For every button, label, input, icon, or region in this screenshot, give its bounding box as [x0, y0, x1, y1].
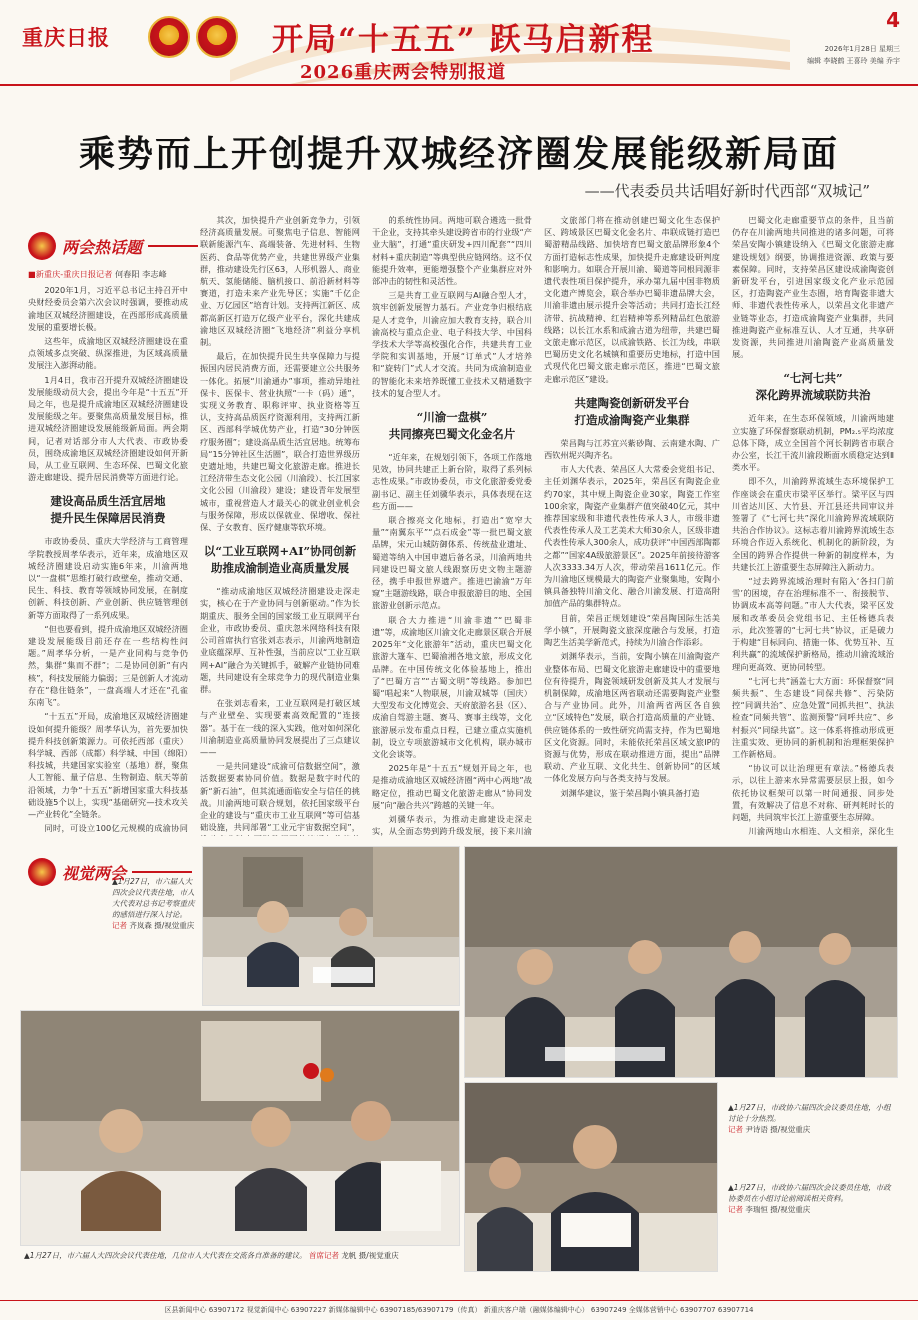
caption-credit	[728, 1204, 898, 1215]
paragraph: 三是共育工业互联网与AI融合型人才，筑牢创新发展智力基石。产业竞争归根结底是人才竞争，川渝应加大教育支持，联合川渝高校与重点企业、电子科技大学、中国科学技术大学等高校强化合作，共建共育工业学院和实训基地，开展“订单式”人才培养和“旋转门”式人才交流。共同为成渝制造业的智能化未来培养既懂工业技术又精通数字技术的复合型人才。	[372, 290, 532, 398]
paragraph: “协议可以让治理更有章法。”杨德兵表示，以往上游来水异常需要层层上报，如今依托协议框架可以第一时间通报、同步处置，有效解决了信息不对称、研判耗时长的问题，共同筑牢长江上游重要生态屏障。	[732, 763, 894, 822]
paragraph: 2020年1月，习近平总书记主持召开中央财经委员会第六次会议时强调，要推动成渝地区双城经济圈建设，在西部形成高质量发展的重要增长极。	[28, 285, 188, 332]
photo-group-discussion-image	[465, 847, 898, 1078]
editors-line: 编辑 李晓鹤 王喜玲 美编 乔宇	[807, 57, 900, 65]
section-rule	[148, 245, 198, 247]
article-column-5	[732, 214, 894, 836]
paragraph: 即不久，川渝跨界流域生态环境保护工作座谈会在重庆市梁平区举行。梁平区与四川省达川区、大竹县、开江县还共同审议并签署了《“七河七共”深化川渝跨界流域联防共治合作协议》。这标志着川渝跨界流域生态环境合作迈入系统化、机制化的新阶段，为全国的跨界合作提供一种新的制度样本，为共建长江上游重要生态屏障注入新动力。	[732, 476, 894, 572]
caption-credit	[309, 1251, 399, 1260]
photo-caption-2	[728, 1102, 898, 1135]
subhead: “七河七共” 深化跨界流域联防共治	[755, 371, 871, 403]
article-column-3	[372, 214, 532, 836]
byline-names: 何春阳 李志峰	[115, 269, 167, 279]
caption-credit-role: 记者	[728, 1205, 743, 1214]
date-line: 2026年1月28日 星期三	[824, 45, 900, 53]
paragraph: 刘渊华表示，当前，安陶小镇在川渝陶瓷产业整体布局、巴蜀文化旅游走廊建设中的重要地位有待提升，陶瓷领域研发创新及其人才发展与机制保障，成渝地区两省联动还需要陶瓷产业整合与产业协同。此外，川渝两省两区各自独立“区域特色”发展，联合打造高质量的产业链、供应链体系的一致性研究尚需支持，作为巴蜀地区文化资源。同时，未能依托荣昌区域文旅IP的资源与优势，形成在联动推进方面，提出“品牌联动、产业互联、文化共生、创新协同”的区域一体化发展方向与各类支持与发展。	[544, 651, 720, 784]
paragraph: 川渝两地山水相连、人文相亲，深化生	[748, 826, 894, 836]
caption-credit-names: 龙帆 摄/视觉重庆	[341, 1251, 399, 1260]
photo-caption-1	[112, 876, 198, 931]
paragraph: “七河七共”涵盖七大方面：环保督察“同频共振”、生态建设“同保共修”、污染防控“同调共治”、应急处置“同抓共担”、执法检查“同频共管”、监测预警“同呼共应”、乡村振兴“同绿共富”。这一体系将推动形成更注重实效、更协同的新机制和治理框架保护工作新格局。	[732, 675, 894, 759]
caption-credit	[112, 920, 198, 931]
paragraph: 最后，在加快提升民生共享保障力与提振国内居民消费方面，还需要建立公共服务一体化。拓展“川渝通办”事项，推动异地社保卡、医保卡、营业执照“一卡（码）通”，实现义务教育、职称评审、执业资格等互认，支持高品质医疗资源利用，支持两江新区、西部科学城优势产业，打造“30分钟医疗服务圈”；建设高品质生活宜居地。统筹布局“15分钟社区生活圈”，联合打造世界级历史遗址地，共建巴蜀文化旅游走廊。推进长江经济带生态文化公园（川渝段）、长江国家文化公园（川渝段）建设；建设青年发展型城市，重视营造人才最关心的就业创业机会与服务保障，形成以保就业、保增收、保社保、子女教育、医疗健康等软环境。	[200, 351, 360, 533]
photo-deputies-exchange	[20, 1010, 460, 1246]
caption-text: ▲1月27日，市政协六届四次会议委员住地，市政协委员在小组讨论前阅读相关资料。	[728, 1183, 891, 1203]
paragraph: 的系统性协同。两地可联合遴选一批骨干企业，支持其牵头建设跨省市的行业级“产业大脑”，打通“重庆研发+四川配套”“四川材料+重庆制造”等典型供应链网络。这不仅能提升效率，更能增强整个产业集群应对外部冲击的韧性和灵活性。	[372, 215, 532, 287]
photo-member-reading-image	[465, 1083, 718, 1272]
subhead: 以“工业互联网+AI”协同创新 助推成渝制造业高质量发展	[203, 544, 357, 576]
caption-text: ▲1月27日，市六届人大四次会议代表住地，几位市人大代表在交流各自准备的建议。	[24, 1251, 307, 1260]
paragraph: 联合大力推进“川渝非遗”“巴蜀非遗”等，成渝地区川渝文化走廊景区联合开展2025年“文化旅游年”活动，重庆巴蜀文化旅游大篷车、巴蜀渝湘各地文旅，形成文化品牌。在中国传统文化体验基地上，推出了“巴蜀方言”“古蜀文明”等线路。参加巴蜀“唱起来”人物联展，川渝双城等（国庆）大型发布文化博览会、天府旅游名县（区）、成渝自驾游主题、赛马、赛事主线等，文化旅游展示发布重点日程，已建立重点实施机制，设立专项旅游城市文化机构，联办城市文化会谈等。	[372, 614, 532, 759]
national-emblem-icon	[148, 16, 190, 58]
paragraph: 同时，可设立100亿元规模的成渝协同	[44, 823, 188, 834]
caption-credit-names: 尹诗语 摄/视觉重庆	[745, 1125, 811, 1134]
page-headline: 乘势而上开创提升双城经济圈发展能级新局面	[78, 133, 839, 175]
byline	[28, 268, 188, 280]
photo-group-discussion	[464, 846, 898, 1078]
paragraph: 在张刘志看来，工业互联网是打破区域与产业壁垒、实现要素高效配置的“连接器”。基于在一线的深入实践，他对如何深化川渝制造业高质量协同发展提出了三点建议——	[200, 698, 360, 757]
paragraph: “但也要看到，提升成渝地区双城经济圈建设发展能级目前还存在一些结构性问题。”周孝华分析，一是产业同构与竞争仍然，集群“集而不群”；二是协同创新“有内核”，科技发展能力偏弱；三是创新人才流动存在“稳住链条”，一盘高端人才还在“孔雀东南飞”。	[28, 623, 188, 708]
photo-caption-3	[728, 1182, 898, 1215]
caption-text: ▲1月27日，市政协六届四次会议委员住地，小组讨论十分热烈。	[728, 1103, 891, 1123]
article-column-2	[200, 214, 360, 836]
photo-member-reading	[464, 1082, 718, 1272]
paragraph: 荣昌陶与江苏宜兴紫砂陶、云南建水陶、广西钦州坭兴陶齐名。	[544, 437, 720, 461]
section-badge-icon	[28, 232, 56, 260]
paragraph: “过去跨界流域治理时有陷入‘各扫门前雪’的困境，存在治理标准不一、衔接脱节、协调成本高等问题。”市人大代表，梁平区发展和改革委员会党组书记、主任杨德兵表示，此次签署的“七河七共”协议，正是破力于构建“目标同向、措施一体、优势互补、互利共赢”的流域保护新格局，推动川渝流域治理向更高效、更协同转型。	[732, 576, 894, 672]
paragraph: 目前，荣昌正规划建设“荣昌陶国际生活美学小镇”，开展陶瓷文旅深度融合与发展，打造陶艺生活美学新范式，持续为川渝合作添彩。	[544, 612, 720, 648]
paragraph: 2025年是“十五五”规划开局之年，也是推动成渝地区双城经济圈“两中心两地”战略定位，推动巴蜀文化旅游走廊从“协同发展”向“融合共兴”跨越的关键一年。	[372, 763, 532, 810]
page-footer: 区县新闻中心 63907172 视觉新闻中心 63907227 新媒体编辑中心 63907185/63907179（传真） 新重庆客户端（融媒体编辑中心） 63907249 全媒体营销中心 63907707 63907714	[0, 1300, 918, 1320]
paragraph: “近年来，在规划引领下，各项工作落地见效，协同共建正上新台阶，取得了系列标志性成果。”市政协委员，市文化旅游委党委副书记、副主任刘骥华表示，具体表现在这些方面——	[372, 452, 532, 511]
paragraph: 市人大代表、荣昌区人大常委会党组书记、主任刘渊华表示，2025年，荣昌区有陶瓷企业约70家，其中规上陶瓷企业30家，陶瓷工作室100余家，陶瓷产业集群产值突破40亿元，其中推荐国家级和非遗代表性传承人3人，市级非遗代表性传承人及工艺美术大师30余人，区级非遗代表性传承人300余人，成功获评“中国西部陶都之都”“国家4A级旅游景区”。2025年前接待游客人次3333.34万人次，带动荣昌1611亿元。作为川渝地区规模最大的陶瓷产业聚集地，安陶小镇具备独特川渝文化、融合川渝发展、打造高附加值产品的集群特点。	[544, 464, 720, 609]
masthead-rule	[0, 84, 918, 86]
paragraph: 市政协委员、重庆大学经济与工商管理学院教授周孝华表示，近年来，成渝地区双城经济圈建设启动实施6年来，川渝两地以“一盘棋”思维打破行政壁垒，推动交通、民生、科技、教育等领域协同发展，在制度创新、科技创新、产业创新、供应链管理创新等方面取得了一系列成果。	[28, 536, 188, 620]
article-column-1	[28, 268, 188, 836]
paragraph: 巴蜀文化走廊重要节点的条件，且当前仍存在川渝两地共同推进的诸多问题，可将荣昌安陶小镇建设纳入《巴蜀文化旅游走廊建设规划》纲要，协调推进资源、政策与要素保障。同时，支持荣昌区建设成渝陶瓷创新研发平台，引进国家级文化产业示范园区，打造陶瓷产业生态圈，培育陶瓷非遗大师、非遗代表性传承人，以荣昌文化非遗产业链等业态，打造成渝陶瓷产业集群，共同推进陶瓷产业标准互认、人才互通，共享研发资源，共同推进川渝陶瓷产业高质量发展。	[732, 215, 894, 360]
paragraph: 刘渊华建议，鉴于荣昌陶小镇具备打造	[560, 787, 700, 798]
subhead: “川渝一盘棋” 共同擦亮巴蜀文化金名片	[388, 410, 516, 442]
masthead	[0, 0, 918, 86]
subhead: 共建陶瓷创新研发平台 打造成渝陶瓷产业集群	[574, 395, 690, 427]
section-tag-hot-topics	[28, 232, 198, 260]
paragraph: 文旅部门将在推动创建巴蜀文化生态保护区、跨域景区巴蜀文化金名片、串联成链打造巴蜀游精品线路、加快培育巴蜀文旅品牌形象4个方面打造标志性成果，加快提升走廊建设研判度和影响力。如联合开展川渝、蜀道等同根同源非遗代表性项目保护提升，承办第九届中国非物质文化遗产博览会，联合举办巴蜀非遗品牌大会，川渝非遗由展示提升会等活动；共同打造长江经济带、抗战精神、红岩精神等系列精品红色旅游线路；以长江水系和成渝古道为纽带，共建巴蜀文旅走廊示范区，以成渝铁路、长江为线，串联巴蜀历史文化名城镇和重要历史地标，打造中国式现代化巴蜀文旅走廊示范区，推进“巴蜀文旅走廊示范区”建设。	[544, 215, 720, 384]
headline-deck: ——代表委员共话唱好新时代西部“双城记”	[584, 182, 870, 200]
photo-deputy-reading-image	[203, 847, 460, 1006]
caption-credit-role: 记者	[112, 921, 127, 930]
section-label: 两会热话题	[62, 237, 143, 257]
masthead-title: 开局“十五五” 跃马启新程	[272, 22, 655, 58]
paragraph: 联合擦亮文化地标，打造出“宽窄大量”“南翼东平”“点石成金”等一批巴蜀文旅品牌，宋元山城防御体系、传统盐业遗址、蜀道等纳入中国申遗后备名录，川渝两地共同建设巴蜀文旅人线跟察历史文物主题游径，携手申报世界遗产。推进巴渝渝“万年窥”主题游线路，联合申报旅游目的地、全国旅游业创新示范点。	[372, 515, 532, 611]
byline-tag: ■新重庆-重庆日报记者	[28, 269, 113, 279]
caption-credit	[728, 1124, 898, 1135]
paragraph: 1月4日，我市召开提升双城经济圈建设发展能级动员大会，提出今年是“十五五”开局之年，也是提升成渝地区双城经济圈建设发展能级之年。要聚焦高质量发展目标，推进双城经济圈建设发展能级新局面。两会期间，记者对话部分市人大代表、市政协委员，围绕成渝地区双城经济圈建设如何开新局，从工业互联网、生态环保、巴蜀文化旅游走廊建设、提升居民消费等方面进行论。	[28, 374, 188, 483]
paragraph: “推动成渝地区双城经济圈建设走深走实，核心在于产业协同与创新驱动。”作为长期重庆、服务全国的国家级工业互联网平台企业，市政协委员、重庆忽米网络科技有限公司首席执行官张刘志表示，川渝两地制造业底蕴深厚、互补性强，当前应以“工业互联网+AI”融合为关键抓手，破解产业链协同难题，共同建设有全球竞争力的现代制造业集群。	[200, 586, 360, 694]
paragraph: 其次，加快提升产业创新竞争力，引领经济高质量发展。可聚焦电子信息、智能网联新能源汽车、高端装备、先进材料、生物医药、食品等优势产业，共建世界级产业集群，推动建设先行区63，人形机器人、商业航天、氢能储能、脑机接口、前沿新材料等赛道，打造未来产业先导区；实施“千亿企业、万亿园区”培育计划。支持两江新区、成都高新区打造万亿级产业平台，深化共建成渝地区双城经济圈“飞地经济”利益分享机制。	[200, 215, 360, 348]
caption-credit-names: 李瑞恒 摄/视觉重庆	[745, 1205, 811, 1214]
photo-deputies-exchange-image	[21, 1011, 460, 1246]
paragraph: 刘骥华表示，为推动走廊建设走深走实，从全面态势到跨升级发展，接下来川渝	[372, 813, 532, 836]
caption-credit-role: 首席记者	[308, 1251, 339, 1260]
paragraph: “十五五”开局，成渝地区双城经济圈建设如何提升能级？周孝华认为，首先要加快提升科技创新策源力。可依托西部（重庆）科学城、西部（成都）科学城、中国（绵阳）科技城，共建国家实验室（基地）群，聚焦人工智能、量子信息、生物制造、航天等前沿领域，力争“十五五”新增国家重大科技基础设施5个以上，实现“基础研究—技术攻关—产业转化”全链条。	[28, 711, 188, 819]
paragraph: 一是共同建设“成渝可信数据空间”，激活数据要素协同价值。数据是数字时代的新“新石油”，但其流通面临安全与信任的挑战。川渝两地可联合规划，依托国家级平台企业的建设与“重庆市工业互联网”等可信基础设施，共同部署“工业元宇宙数据空间”，	[200, 761, 360, 833]
masthead-subtitle: 2026重庆两会特别报道	[300, 62, 507, 83]
caption-text: ▲1月27日，市六届人大四次会议代表住地，市人大代表对总书记考察重庆的感悟进行深入讨论。	[112, 877, 195, 919]
article-column-4	[544, 214, 720, 836]
page-number: 4	[886, 8, 900, 32]
section-label: 视觉两会	[62, 863, 127, 883]
caption-credit-role: 记者	[728, 1125, 743, 1134]
paragraph: 这些年，成渝地区双城经济圈建设在重点领域多点突破、纵深推进，为区域高质量发展注入澎湃动能。	[28, 336, 188, 371]
photo-spread	[20, 846, 898, 1286]
paragraph: 近年来，在生态环保领域，川渝两地建立实施了环保督察联动机制，PM₂.₅平均浓度总体下降，成立全国首个河长制跨省市联合办公室，长江干流川渝段断面水质稳定达到Ⅱ类水平。	[732, 413, 894, 473]
caption-credit-names: 齐岚森 摄/视觉重庆	[129, 921, 195, 930]
subhead: 建设高品质生活宜居地 提升民生保障居民消费	[50, 494, 166, 526]
newspaper-logo: 重庆日报	[22, 25, 110, 50]
photo-caption-4	[24, 1250, 454, 1261]
cppcc-emblem-icon	[196, 16, 238, 58]
photo-deputy-reading	[202, 846, 460, 1006]
